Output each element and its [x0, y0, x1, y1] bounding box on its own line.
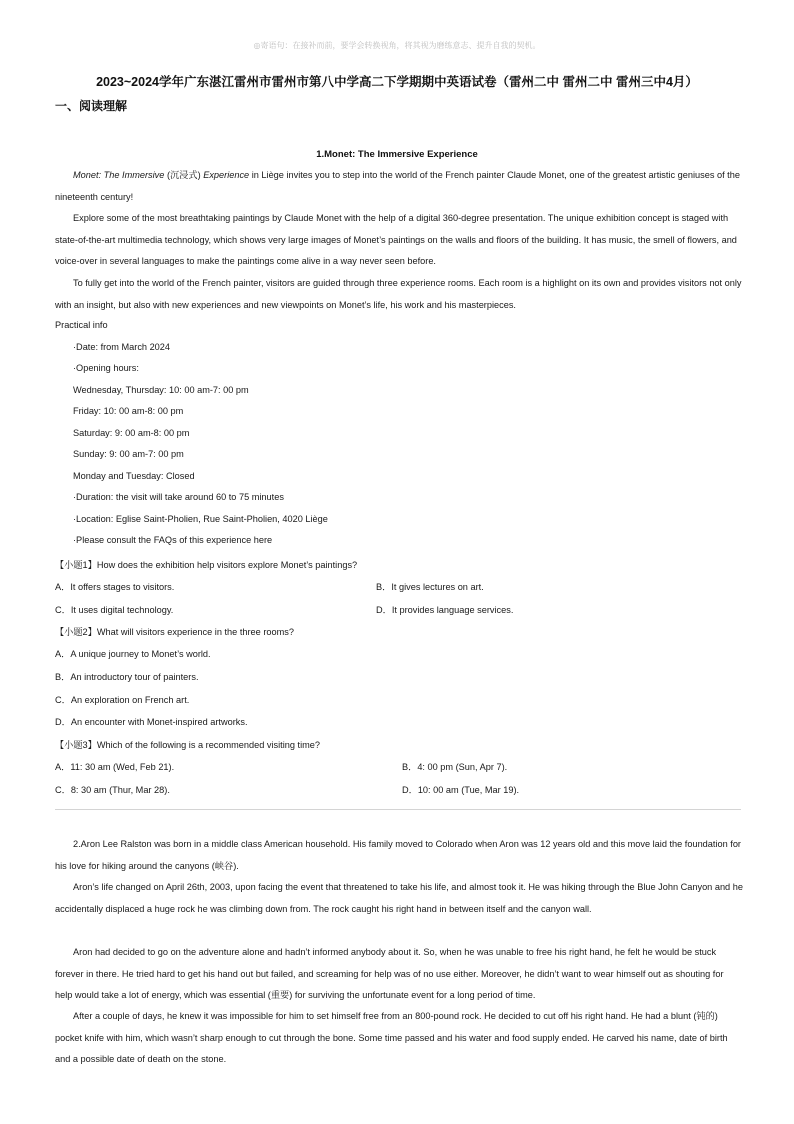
section-divider	[55, 809, 741, 810]
passage2-paragraph-4: After a couple of days, he knew it was impossible for him to set himself free from an 800-pound rock. He decided to cut off his right hand. He had a blunt (钝的) pocket knife with him, which wasn’t sharp enough to cut through the bone. Some time passed and his water and food supply ended. He carved his name, date of birth and a possible date of death on the stone.	[55, 1011, 728, 1065]
passage1-paragraph-3: To fully get into the world of the French painter, visitors are guided through three experience rooms. Each room is a highlight on its own and provides visitors not only with an insight, but also with new experiences and new viewpoints on Monet’s life, his work and his masterpieces.	[55, 278, 742, 310]
info-line: Sunday: 9: 00 am-7: 00 pm	[73, 449, 184, 459]
info-line: ·Date: from March 2024	[73, 342, 171, 352]
section-heading: 一、阅读理解	[55, 99, 128, 113]
question-1-option-d: D．It provides language services.	[376, 605, 514, 615]
info-line: ·Duration: the visit will take around 60 to 75 minutes	[73, 492, 284, 502]
question-2-option-c: C．An exploration on French art.	[55, 695, 190, 705]
question-2-option-a: A．A unique journey to Monet’s world.	[55, 649, 211, 659]
passage2-paragraph-3: Aron had decided to go on the adventure alone and hadn’t informed anybody about it. So, when he was unable to free his right hand, he felt he would be stuck forever in there. He tried hard to get his hand out but failed, and screaming for help was of no use either. Moreover, he didn’t want to wear himself out as shouting for help would take a lot of energy, which was essential (重要) for surviving the unfortunate event for a long period of time.	[55, 947, 724, 1001]
question-1-option-c: C．It uses digital technology.	[55, 605, 174, 615]
question-2-stem: 【小题2】What will visitors experience in the three rooms?	[55, 627, 294, 637]
question-3-option-d: D．10: 00 am (Tue, Mar 19).	[402, 785, 520, 795]
passage1-title-italic-2: Experience	[203, 170, 250, 180]
question-2-option-b: B．An introductory tour of painters.	[55, 672, 199, 682]
info-line: Saturday: 9: 00 am-8: 00 pm	[73, 428, 190, 438]
question-3-option-c: C．8: 30 am (Thur, Mar 28).	[55, 785, 170, 795]
question-3-stem: 【小题3】Which of the following is a recommended visiting time?	[55, 740, 321, 750]
passage2-paragraph-2: Aron’s life changed on April 26th, 2003, upon facing the event that threatened to take his life, and almost took it. He was hiking through the Blue John Canyon and he accidentally displaced a huge rock he was climbing down from. The rock caught his right hand in between itself and the canyon wall.	[55, 882, 743, 914]
info-line: Friday: 10: 00 am-8: 00 pm	[73, 406, 184, 416]
passage1-title: 1.Monet: The Immersive Experience	[316, 149, 478, 160]
header-watermark: ◎寄语句：在接补而前，要学会转换视角，将其视为磨练意志、提升自我的契机。	[253, 41, 541, 50]
exam-title: 2023~2024学年广东湛江雷州市雷州市第八中学高二下学期期中英语试卷（雷州二中 雷州二中 雷州三中4月）	[96, 75, 698, 89]
info-line: ·Location: Eglise Saint-Pholien, Rue Saint-Pholien, 4020 Liège	[73, 514, 328, 524]
question-3-option-a: A．11: 30 am (Wed, Feb 21).	[55, 762, 175, 772]
gloss: (沉浸式)	[164, 170, 204, 180]
passage2-paragraph-1: 2.Aron Lee Ralston was born in a middle class American household. His family moved to Colorado when Aron was 12 years old and this move laid the foundation for his love for hiking around the canyons (峡谷).	[55, 839, 741, 871]
passage1-title-italic: Monet: The Immersive	[73, 170, 165, 180]
paragraph-text: in Liège invites you to step into the world of the French painter Claude Monet, one of the greatest artistic geniuses of the nineteenth century!	[55, 170, 740, 202]
practical-info-heading: Practical info	[55, 320, 108, 330]
question-1-stem: 【小题1】How does the exhibition help visitors explore Monet’s paintings?	[55, 560, 358, 570]
question-3-option-b: B．4: 00 pm (Sun, Apr 7).	[402, 762, 508, 772]
question-2-option-d: D．An encounter with Monet-inspired artworks.	[55, 717, 248, 727]
info-line: ·Please consult the FAQs of this experience here	[73, 535, 273, 545]
info-line: ·Opening hours:	[73, 363, 139, 373]
passage1-paragraph-2: Explore some of the most breathtaking paintings by Claude Monet with the help of a digital 360-degree presentation. The unique exhibition concept is staged with state-of-the-art multimedia technology, which shows very large images of Monet’s paintings on the walls and floors of the building. It has music, the smell of flowers, and voice-over in several languages to make the paintings come alive in a way never seen before.	[55, 213, 737, 267]
info-line: Monday and Tuesday: Closed	[73, 471, 195, 481]
question-1-option-b: B．It gives lectures on art.	[376, 582, 484, 592]
question-1-option-a: A．It offers stages to visitors.	[55, 582, 175, 592]
passage1-paragraph-1	[55, 165, 743, 208]
info-line: Wednesday, Thursday: 10: 00 am-7: 00 pm	[73, 385, 249, 395]
